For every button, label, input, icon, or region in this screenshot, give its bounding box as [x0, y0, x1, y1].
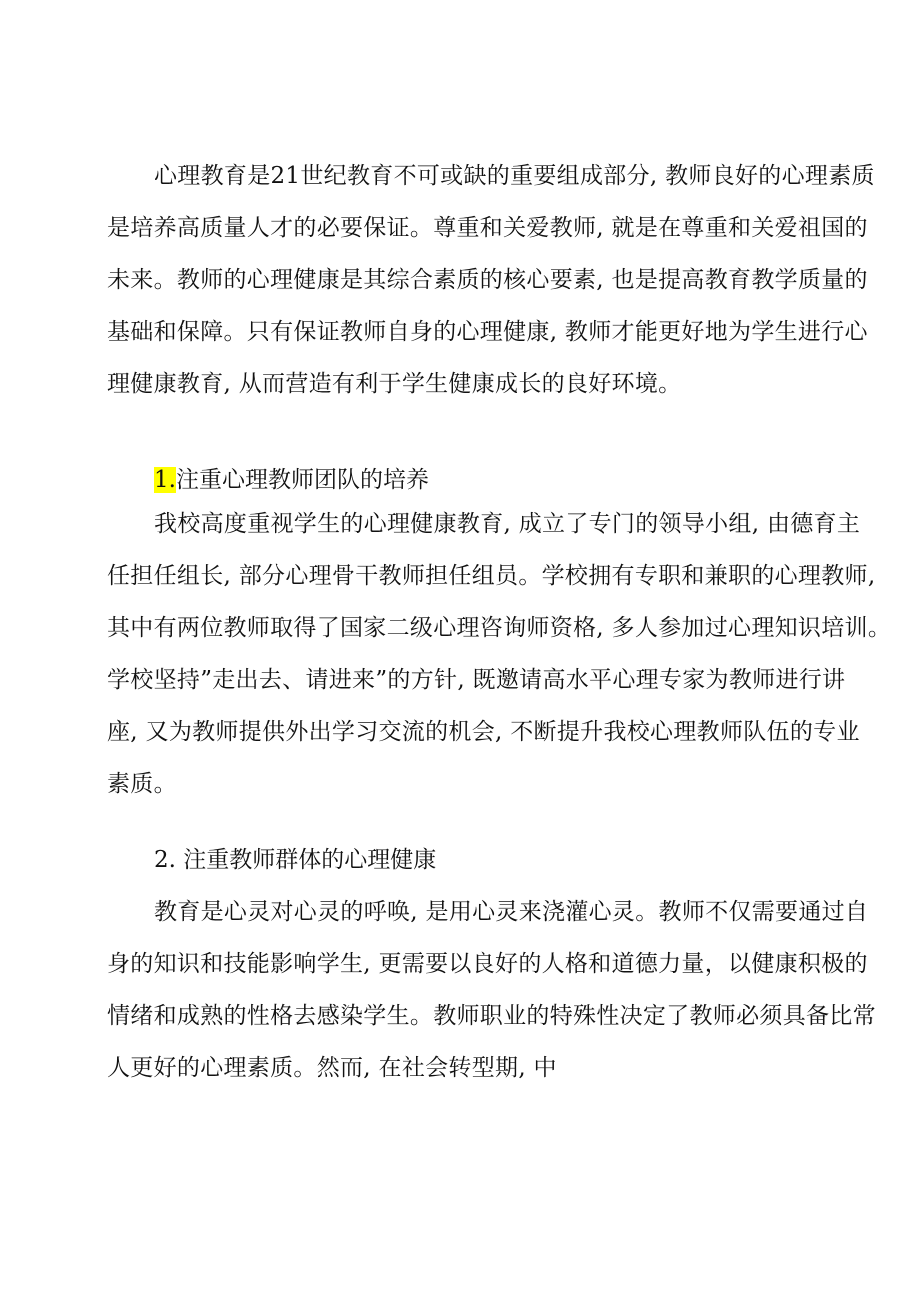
- paragraph-line: 学校坚持”走出去、请进来”的方针, 既邀请高水平心理专家为教师进行讲: [107, 667, 846, 693]
- paragraph-line: 素质。: [107, 771, 177, 797]
- paragraph-line: 其中有两位教师取得了国家二级心理咨询师资格, 多人参加过心理知识培训。: [107, 615, 892, 641]
- section-1-title: 注重心理教师团队的培养: [175, 467, 429, 493]
- paragraph-line: 座, 又为教师提供外出学习交流的机会, 不断提升我校心理教师队伍的专业: [107, 719, 860, 745]
- paragraph-line: 心理教育是21世纪教育不可或缺的重要组成部分, 教师良好的心理素质: [154, 163, 875, 189]
- section-2-heading: 2. 注重教师群体的心理健康: [154, 847, 437, 873]
- paragraph-line: 身的知识和技能影响学生, 更需要以良好的人格和道德力量，以健康积极的: [107, 951, 868, 977]
- paragraph-line: 教育是心灵对心灵的呼唤, 是用心灵来浇灌心灵。教师不仅需要通过自: [154, 899, 869, 925]
- paragraph-line: 情绪和成熟的性格去感染学生。教师职业的特殊性决定了教师必须具备比常: [107, 1003, 876, 1029]
- section-1-number: 1.: [154, 467, 176, 493]
- paragraph-line: 任担任组长, 部分心理骨干教师担任组员。学校拥有专职和兼职的心理教师,: [107, 563, 876, 589]
- paragraph-line: 未来。教师的心理健康是其综合素质的核心要素, 也是提高教育教学质量的: [107, 267, 868, 293]
- paragraph-line: 理健康教育, 从而营造有利于学生健康成长的良好环境。: [107, 371, 682, 397]
- section-2-paragraph: [107, 886, 876, 1094]
- paragraph-line: 是培养高质量人才的必要保证。尊重和关爱教师, 就是在尊重和关爱祖国的: [107, 215, 868, 241]
- paragraph-line: 基础和保障。只有保证教师自身的心理健康, 教师才能更好地为学生进行心: [107, 319, 868, 345]
- paragraph-line: 人更好的心理素质。然而, 在社会转型期, 中: [107, 1055, 557, 1081]
- section-1-paragraph: [107, 498, 892, 810]
- paragraph-line: 我校高度重视学生的心理健康教育, 成立了专门的领导小组, 由德育主: [154, 511, 861, 537]
- intro-paragraph: [107, 150, 875, 410]
